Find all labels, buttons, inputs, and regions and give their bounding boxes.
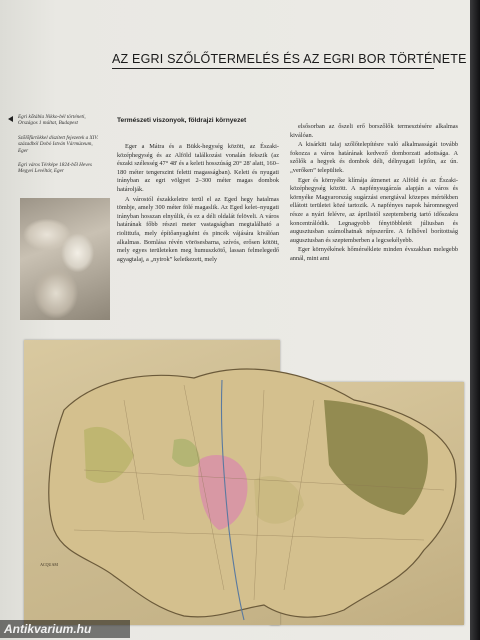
map-cartouche: ACQUAM: [40, 562, 58, 567]
paragraph: A kisárkiti talaj szőlőtelepítésre való alkalmasságát tovább fokozza a város határának kedvező domborzati adottsága. A szőlők a hegyek és dombok déli, délnyugati lejtőin, az ún. „verőken” települtek.: [290, 141, 458, 174]
paragraph: Eger a Mátra és a Bükk-hegység között, az Északi-középhegység és az Alföld találkozási vonalán fekszik (az északi szélesség 47° 48' és a keleti hosszúság 20° 28' alatt, 160–180 méter tengerszint feletti magasságban). Keleti és nyugati irányban az egri völgyet 2–300 méter magas dombok határolják.: [117, 143, 279, 193]
caption-2: Szőlőfürtökkel díszített fejezetek a XIV. századból Dobó István Vármúzeum, Eger: [18, 134, 99, 154]
page-title: AZ EGRI SZŐLŐTERMELÉS ÉS AZ EGRI BOR TÖRTÉNETE: [112, 52, 467, 66]
caption-1: Egri kőtábla Nikko-bél történeti, Országos 1 múltat, Budapest: [18, 114, 86, 127]
book-spine: [470, 0, 480, 640]
photo-captions: [18, 114, 102, 183]
text-column-right: [290, 123, 458, 264]
watermark-logo: Antikvarium.hu: [0, 620, 130, 638]
paragraph: A várostól északkeletre terül el az Eged hegy hatalmas tömbje, amely 300 méter fölé magaslik. Az Eged kelet–nyugati irányban hosszan elnyúlik, és ez a déli oldalát felöveli. A város határának főbb részei meter vastagságban megtalálható a riolittufa, mely építőanyagként és pincék vájására kiválóan alkalmas. Bomlása révén vörösesbarna, szívós, erősen kötött, mely egyes területeken meg humuszkötő, lassan felmelegedő agyagtalaj, a „nyirok” keletkezett, mely: [117, 195, 279, 263]
paragraph: Eger és környéke klímája átmenet az Alföld és az Északi-középhegység között. A napfénysugárzás alapján a város és környéke Magyarország sugárzási energiával közepes mértékben ellátott területei közé tartozik. A napfényes napok háromnegyed része a nyári felévre, az áprilistól szeptemberig tartó időszakra koncentrálódik. Legnagyobb fénytöbbletét júliusban és augusztusban számolhatnak népszerűre. A felhővel borítottság augusztusban és szeptemberben a legcsekélyebb.: [290, 176, 458, 244]
title-rule: [112, 68, 434, 69]
caption-3: Egri város Térképe 1824-ből Heves Megyei Levéltár, Eger: [18, 162, 92, 175]
caption-pointer-icon: [8, 116, 13, 122]
paragraph: elsősorban az őszeli erő borszőlők termesztésére alkalmas kiválóan.: [290, 123, 458, 139]
text-column-left: [117, 143, 279, 264]
paragraph: Eger környékének hőmérséklete minden évszakban melegebb annál, mint ami: [290, 246, 458, 262]
map-drawing: [24, 340, 464, 625]
section-heading: Természeti viszonyok, földrajzi környezet: [117, 117, 247, 124]
carved-grape-relief-photo: [20, 198, 110, 320]
